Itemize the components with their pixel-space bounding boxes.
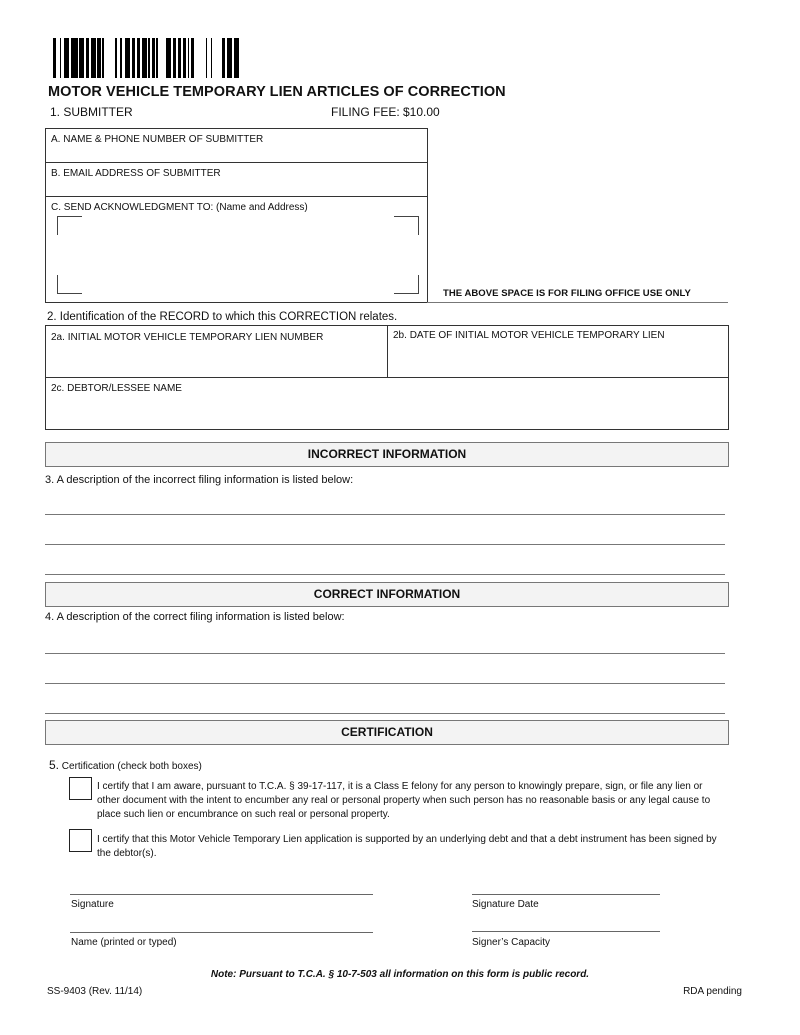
item-label: Certification (check both boxes) [59, 761, 202, 772]
label-number: 2c. [51, 383, 65, 394]
corner-mark-bottom-right [394, 275, 419, 294]
label-text: DATE OF INITIAL MOTOR VEHICLE TEMPORARY LIEN [409, 330, 665, 341]
printed-name-line[interactable] [70, 932, 373, 933]
certification-checkbox-1[interactable] [69, 777, 92, 800]
office-use-note: THE ABOVE SPACE IS FOR FILING OFFICE USE ONLY [443, 288, 691, 299]
signature-label: Signature [71, 899, 114, 910]
rda-status: RDA pending [683, 986, 742, 997]
barcode-bar [71, 38, 78, 78]
initial-lien-number-label [51, 332, 323, 343]
acknowledgment-label: C. SEND ACKNOWLEDGMENT TO: (Name and Address) [51, 202, 308, 213]
barcode-bar [194, 38, 206, 78]
barcode-bar [234, 38, 239, 78]
printed-name-label: Name (printed or typed) [71, 937, 177, 948]
barcode-bar [212, 38, 222, 78]
debtor-lessee-label [51, 383, 182, 394]
form-title: MOTOR VEHICLE TEMPORARY LIEN ARTICLES OF CORRECTION [48, 84, 506, 100]
submitter-name-phone-label: A. NAME & PHONE NUMBER OF SUBMITTER [51, 134, 264, 145]
debtor-lessee-name-field[interactable] [45, 377, 729, 430]
barcode-bar [158, 38, 166, 78]
corner-mark-top-left [57, 216, 82, 235]
signer-capacity-line[interactable] [472, 931, 660, 932]
section-2-label: 2. Identification of the RECORD to which this CORRECTION relates. [47, 311, 398, 323]
office-use-divider [427, 302, 728, 303]
corner-mark-bottom-left [57, 275, 82, 294]
correct-description-prompt: 4. A description of the correct filing information is listed below: [45, 611, 345, 623]
corner-mark-top-right [394, 216, 419, 235]
barcode-bar [104, 38, 116, 78]
signature-date-line[interactable] [472, 894, 660, 895]
initial-lien-number-field[interactable] [45, 325, 388, 378]
incorrect-description-prompt: 3. A description of the incorrect filing information is listed below: [45, 474, 354, 486]
initial-lien-date-label [393, 330, 665, 341]
correct-description-line-3[interactable] [45, 713, 725, 714]
signer-capacity-label: Signer’s Capacity [472, 937, 551, 948]
correct-description-line-1[interactable] [45, 653, 725, 654]
item-number: 5. [49, 758, 60, 772]
submitter-email-field[interactable] [45, 162, 428, 197]
label-text: INITIAL MOTOR VEHICLE TEMPORARY LIEN NUMBER [67, 332, 324, 343]
certification-header: CERTIFICATION [45, 720, 729, 745]
label-text: DEBTOR/LESSEE NAME [67, 383, 182, 394]
certification-checkbox-2[interactable] [69, 829, 92, 852]
incorrect-description-line-1[interactable] [45, 514, 725, 515]
correct-information-header: CORRECT INFORMATION [45, 582, 729, 607]
filing-fee: FILING FEE: $10.00 [331, 105, 440, 119]
incorrect-information-header: INCORRECT INFORMATION [45, 442, 729, 467]
submitter-name-phone-field[interactable] [45, 128, 428, 163]
label-number: 2b. [393, 330, 407, 341]
form-number: SS-9403 (Rev. 11/14) [47, 986, 143, 997]
signature-date-label: Signature Date [472, 899, 539, 910]
barcode [53, 38, 239, 78]
certification-statement-1: I certify that I am aware, pursuant to T.C.A. § 39-17-117, it is a Class E felony for any person to knowingly prepare, sign, or file any lien or other document with the intent to encumber any real or personal property when such person has no reasonable basis or any legal cause to place such lien or encumbrance on such real or personal property. [97, 781, 711, 820]
certification-statement-2: I certify that this Motor Vehicle Temporary Lien application is supported by an underlying debt and that a debt instrument has been signed by the debtor(s). [97, 834, 717, 859]
certification-instruction [49, 758, 202, 772]
label-number: 2a. [51, 332, 65, 343]
signature-line[interactable] [70, 894, 373, 895]
submitter-email-label: B. EMAIL ADDRESS OF SUBMITTER [51, 168, 221, 179]
initial-lien-date-field[interactable] [387, 325, 729, 378]
section-1-label: 1. SUBMITTER [50, 105, 133, 119]
acknowledgment-address-field[interactable] [45, 196, 428, 303]
public-record-note: Note: Pursuant to T.C.A. § 10-7-503 all information on this form is public record. [210, 969, 590, 980]
incorrect-description-line-2[interactable] [45, 544, 725, 545]
correct-description-line-2[interactable] [45, 683, 725, 684]
incorrect-description-line-3[interactable] [45, 574, 725, 575]
